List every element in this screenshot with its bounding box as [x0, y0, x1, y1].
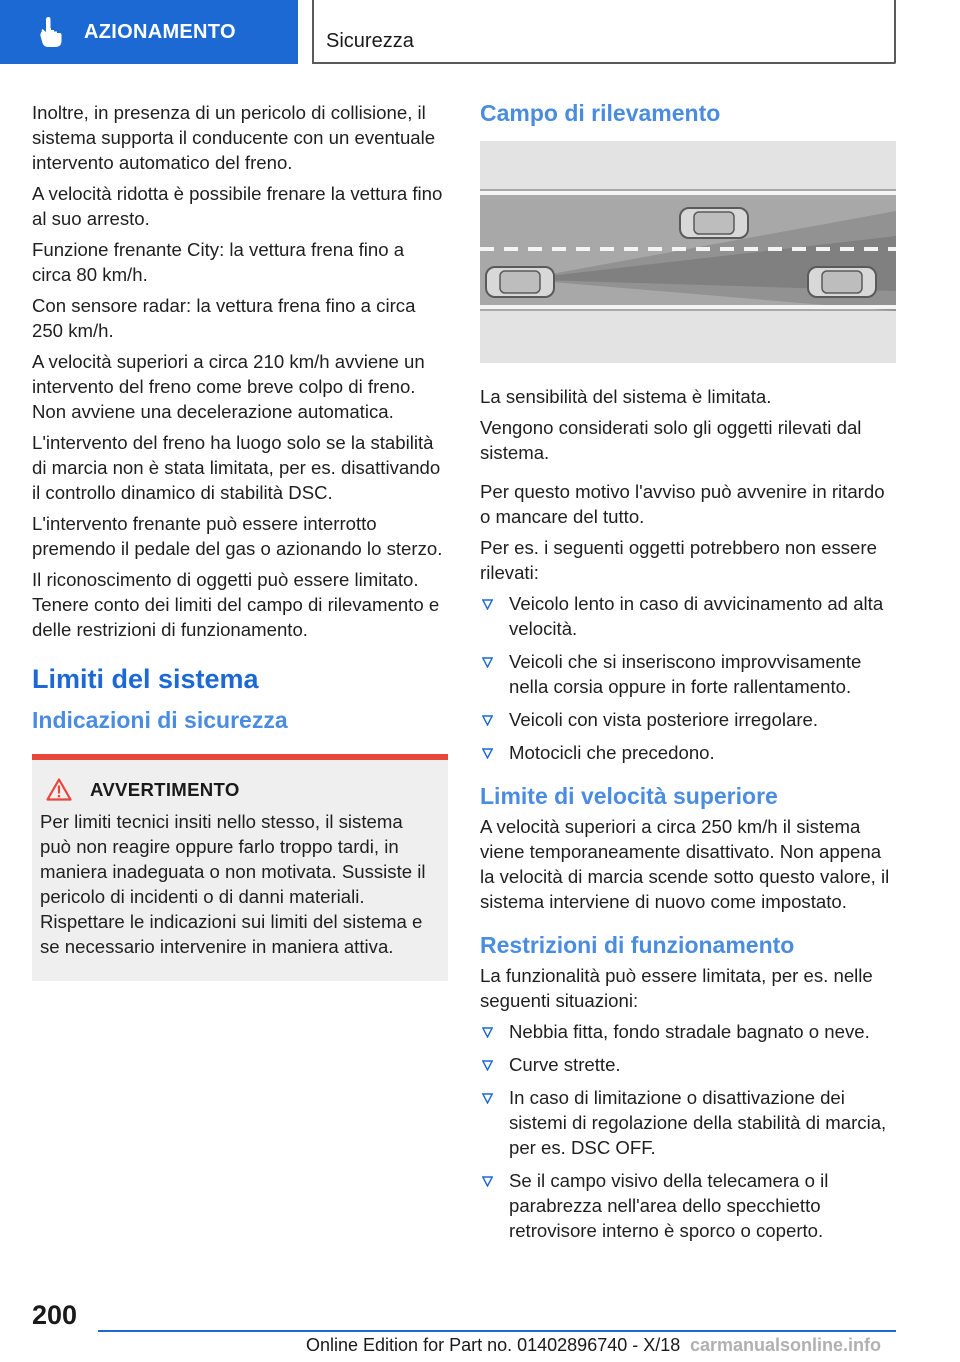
detection-bullet-list — [480, 591, 896, 765]
paragraph: A velocità superiori a circa 210 km/h avviene un intervento del freno come breve colpo di freno. Non avviene una decelerazione automatica. — [32, 351, 425, 422]
paragraph: A velocità ridotta è possibile frenare la vettura fino al suo arresto. — [32, 183, 443, 229]
list-item: Se il campo visivo della telecamera o il parabrezza nell'area dello specchietto retrovisore interno è sporco o coperto. — [480, 1168, 896, 1243]
car-icon — [808, 267, 876, 297]
list-item: Motocicli che precedono. — [480, 740, 896, 765]
paragraph: Per questo motivo l'avviso può avvenire in ritardo o mancare del tutto. — [480, 481, 885, 527]
page-number: 200 — [32, 1300, 78, 1330]
warning-header — [46, 778, 438, 801]
triangle-bullet-icon — [482, 715, 493, 726]
warning-title: AVVERTIMENTO — [90, 778, 240, 800]
chapter-title: AZIONAMENTO — [84, 20, 236, 43]
triangle-bullet-icon — [482, 748, 493, 759]
paragraph: Per es. i seguenti oggetti potrebbero non essere rilevati: — [480, 537, 877, 583]
heading-system-limits: Limiti del sistema — [32, 664, 259, 694]
heading-detection-range: Campo di rilevamento — [480, 100, 721, 126]
car-icon — [680, 208, 748, 238]
paragraph: Il riconoscimento di oggetti può essere limitato. Tenere conto dei limiti del campo di rilevamento e delle restrizioni di funzionamento. — [32, 569, 440, 640]
paragraph: L'intervento del freno ha luogo solo se la stabilità di marcia non è stata limitata, per es. disattivando il controllo dinamico di stabilità DSC. — [32, 432, 441, 503]
restrictions-bullet-list — [480, 1019, 896, 1243]
paragraph: La funzionalità può essere limitata, per es. nelle seguenti situazioni: — [480, 965, 873, 1011]
triangle-bullet-icon — [482, 657, 493, 668]
heading-speed-limit: Limite di velocità superiore — [480, 783, 778, 809]
paragraph: L'intervento frenante può essere interrotto premendo il pedale del gas o azionando lo sterzo. — [32, 513, 443, 559]
warning-box — [32, 754, 448, 981]
left-column — [32, 100, 448, 981]
paragraph: A velocità superiori a circa 250 km/h il sistema viene temporaneamente disattivato. Non appena la velocità di marcia scende sotto questo valore, il sistema interviene di nuovo come impostato. — [480, 816, 890, 912]
footer-divider — [98, 1330, 896, 1332]
car-icon — [486, 267, 554, 297]
triangle-bullet-icon — [482, 1060, 493, 1071]
right-column — [480, 100, 896, 1251]
paragraph: Con sensore radar: la vettura frena fino a circa 250 km/h. — [32, 295, 416, 341]
list-item: Veicoli che si inseriscono improvvisamente nella corsia oppure in forte rallentamento. — [480, 649, 896, 699]
list-item: Curve strette. — [480, 1052, 896, 1077]
heading-safety-notes: Indicazioni di sicurezza — [32, 707, 288, 733]
list-item: Veicoli con vista posteriore irregolare. — [480, 707, 896, 732]
paragraph: Inoltre, in presenza di un pericolo di collisione, il sistema supporta il conducente con un eventuale intervento automatico del freno. — [32, 102, 436, 173]
section-title: Sicurezza — [326, 30, 414, 52]
warning-text: Per limiti tecnici insiti nello stesso, il sistema può non reagire oppure farlo troppo tardi, in maniera inadeguata o non motivata. Sussiste il pericolo di incidenti o di danni materiali. Rispettare le indicazioni sui limiti del sistema e se necessario intervenire in maniera attiva. — [40, 811, 426, 957]
heading-restrictions: Restrizioni di funzionamento — [480, 932, 795, 958]
list-item: Nebbia fitta, fondo stradale bagnato o neve. — [480, 1019, 896, 1044]
chapter-tab[interactable] — [0, 0, 298, 64]
section-header — [312, 0, 896, 64]
triangle-bullet-icon — [482, 1093, 493, 1104]
road-detection-diagram — [480, 141, 896, 363]
paragraph: Funzione frenante City: la vettura frena fino a circa 80 km/h. — [32, 239, 405, 285]
triangle-bullet-icon — [482, 599, 493, 610]
triangle-bullet-icon — [482, 1176, 493, 1187]
list-item: In caso di limitazione o disattivazione dei sistemi di regolazione della stabilità di marcia, per es. DSC OFF. — [480, 1085, 896, 1160]
hand-pointer-icon — [40, 17, 62, 47]
warning-triangle-icon — [46, 778, 72, 801]
paragraph: La sensibilità del sistema è limitata. — [480, 386, 772, 407]
list-item: Veicolo lento in caso di avvicinamento ad alta velocità. — [480, 591, 896, 641]
paragraph: Vengono considerati solo gli oggetti rilevati dal sistema. — [480, 417, 862, 463]
footer-edition: Online Edition for Part no. 01402896740 - X/18 — [306, 1335, 681, 1355]
footer-watermark: carmanualsonline.info — [690, 1335, 882, 1355]
triangle-bullet-icon — [482, 1027, 493, 1038]
